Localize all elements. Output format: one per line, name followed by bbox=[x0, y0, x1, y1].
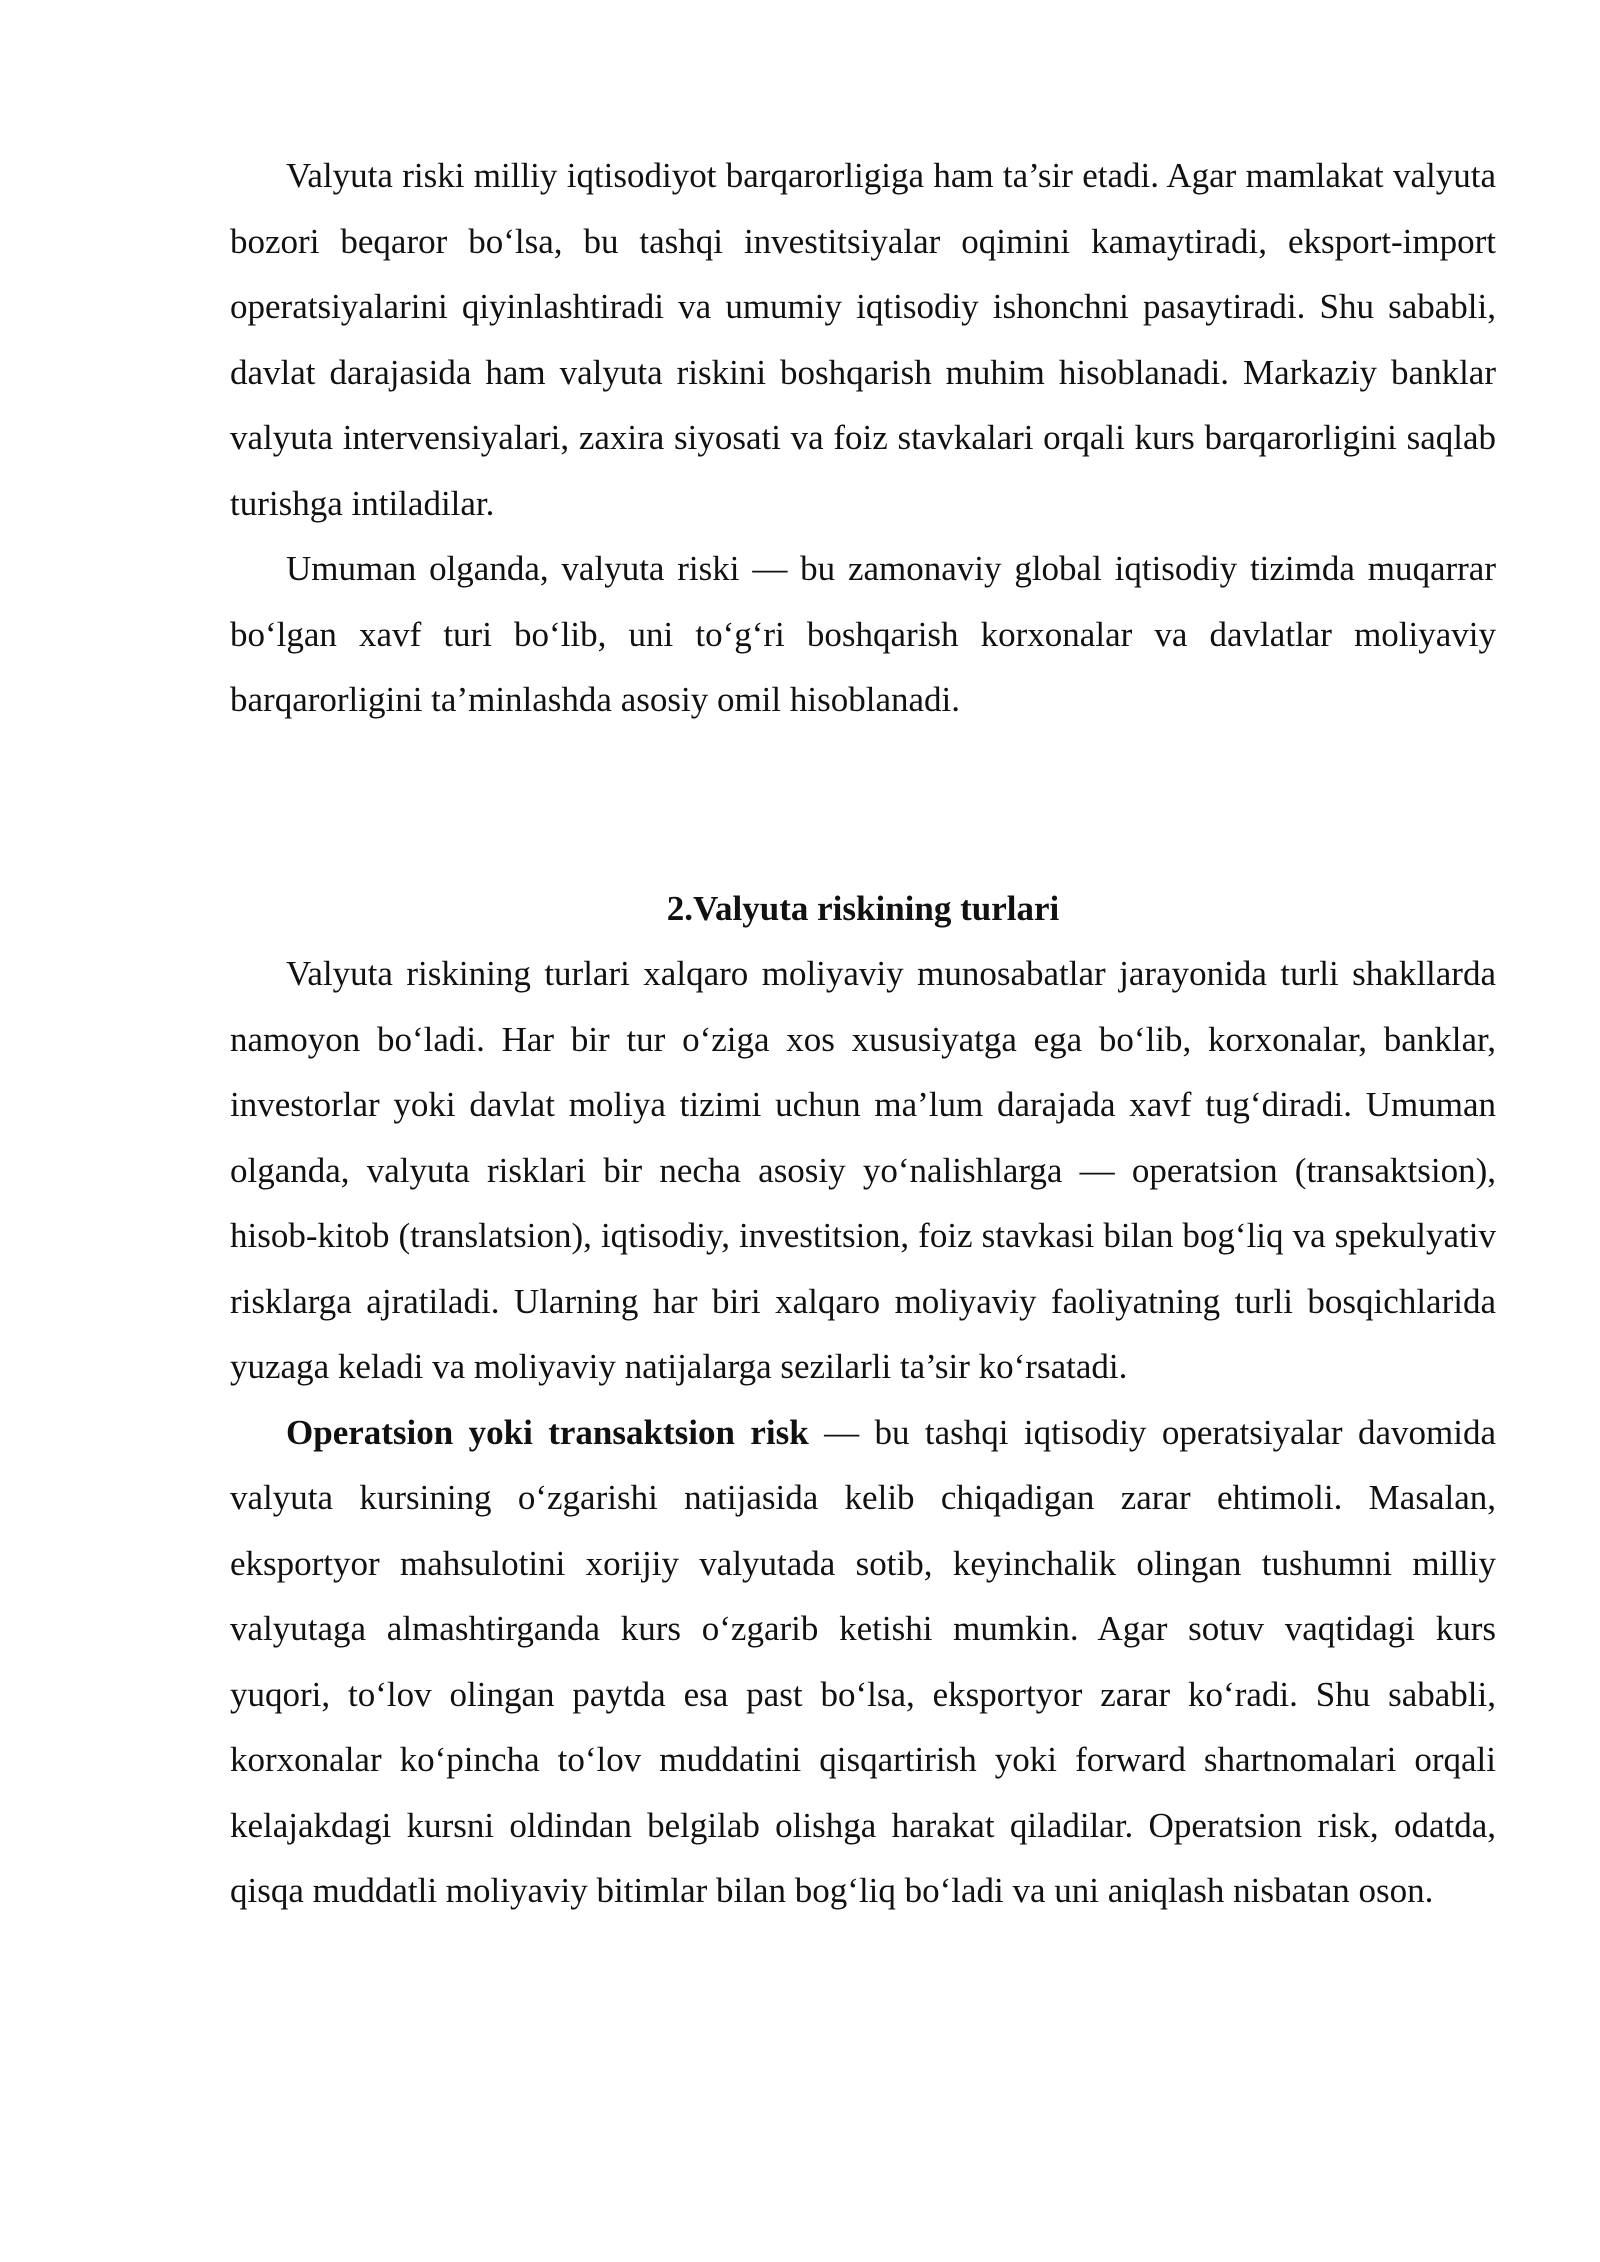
section-heading: 2.Valyuta riskining turlari bbox=[666, 888, 1060, 928]
paragraph-operational-risk bbox=[230, 1400, 1496, 1924]
paragraph-risk-types-intro: Valyuta riskining turlari xalqaro moliyaviy munosabatlar jarayonida turli shakllarda namoyon bo‘ladi. Har bir tur o‘ziga xos xususiyatga ega bo‘lib, korxonalar, banklar, investorlar yoki davlat moliya tizimi uchun ma’lum darajada xavf tug‘diradi. Umuman olganda, valyuta risklari bir necha asosiy yo‘nalishlarga — operatsion (transaktsion), hisob-kitob (translatsion), iqtisodiy, investitsion, foiz stavkasi bilan bog‘liq va spekulyativ risklarga ajratiladi. Ularning har biri xalqaro moliyaviy faoliyatning turli bosqichlarida yuzaga keladi va moliyaviy natijalarga sezilarli ta’sir ko‘rsatadi. bbox=[230, 954, 1496, 1386]
paragraph-currency-risk-stability: Valyuta riski milliy iqtisodiyot barqarorligiga ham ta’sir etadi. Agar mamlakat valyuta bozori beqaror bo‘lsa, bu tashqi investitsiyalar oqimini kamaytiradi, eksport-import operatsiyalarini qiyinlashtiradi va umumiy iqtisodiy ishonchni pasaytiradi. Shu sababli, davlat darajasida ham valyuta riskini boshqarish muhim hisoblanadi. Markaziy banklar valyuta intervensiyalari, zaxira siyosati va foiz stavkalari orqali kurs barqarorligini saqlab turishga intiladilar. bbox=[230, 156, 1496, 523]
document-page bbox=[230, 143, 1496, 1924]
paragraph-summary: Umuman olganda, valyuta riski — bu zamonaviy global iqtisodiy tizimda muqarrar bo‘lgan xavf turi bo‘lib, uni to‘g‘ri boshqarish korxonalar va davlatlar moliyaviy barqarorligini ta’minlashda asosiy omil hisoblanadi. bbox=[230, 549, 1496, 719]
term-operational-risk: Operatsion yoki transaktsion risk bbox=[286, 1412, 809, 1452]
operational-risk-definition: — bu tashqi iqtisodiy operatsiyalar davomida valyuta kursining o‘zgarishi natijasida kelib chiqadigan zarar ehtimoli. Masalan, eksportyor mahsulotini xorijiy valyutada sotib, keyinchalik olingan tushumni milliy valyutaga almashtirganda kurs o‘zgarib ketishi mumkin. Agar sotuv vaqtidagi kurs yuqori, to‘lov olingan paytda esa past bo‘lsa, eksportyor zarar ko‘radi. Shu sababli, korxonalar ko‘pincha to‘lov muddatini qisqartirish yoki forward shartnomalari orqali kelajakdagi kursni oldindan belgilab olishga harakat qiladilar. Operatsion risk, odatda, qisqa muddatli moliyaviy bitimlar bilan bog‘liq bo‘ladi va uni aniqlash nisbatan oson. bbox=[230, 1412, 1496, 1910]
